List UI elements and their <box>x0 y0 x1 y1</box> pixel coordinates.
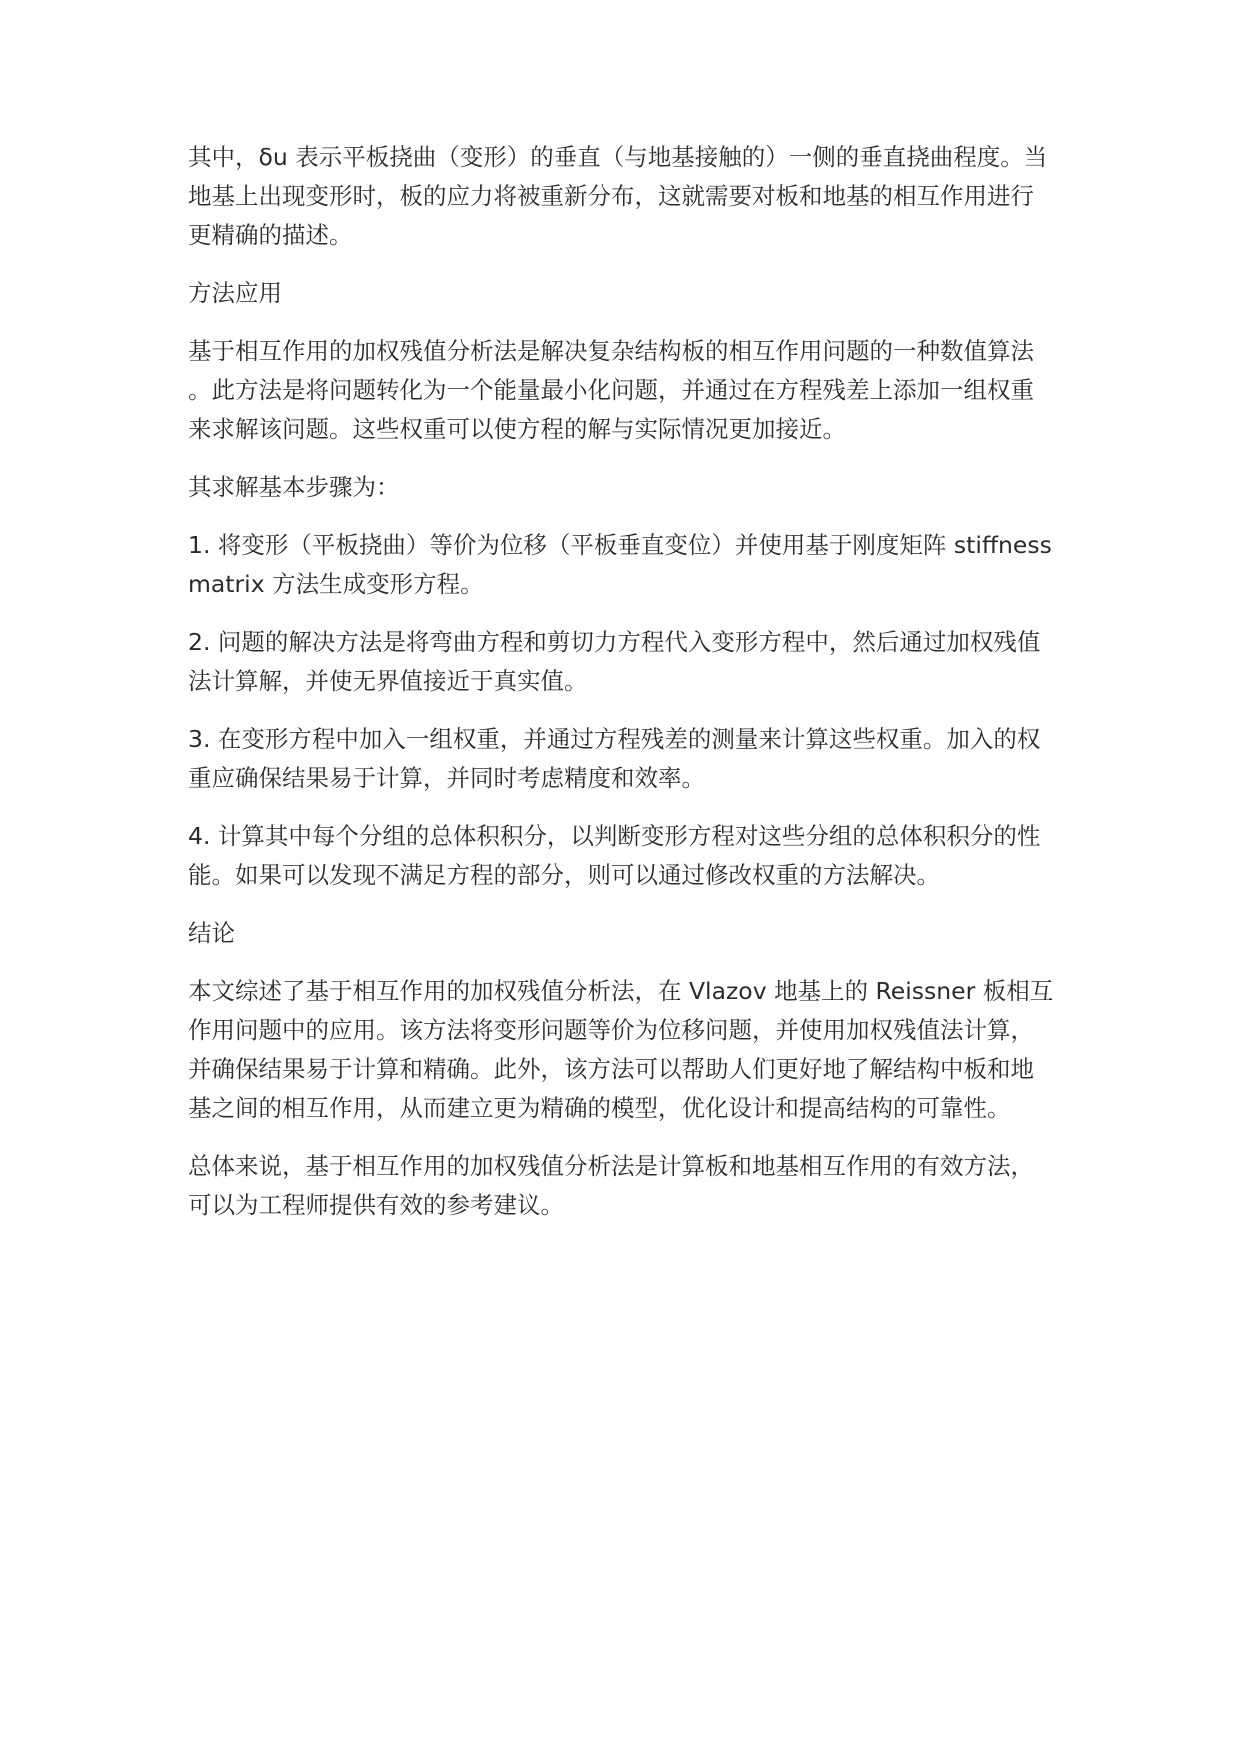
list-item: 3. 在变形方程中加入一组权重，并通过方程残差的测量来计算这些权重。加入的权重应确保结果易于计算，并同时考虑精度和效率。 <box>188 725 1041 792</box>
method-heading: 方法应用 <box>188 279 282 307</box>
list-item: 4. 计算其中每个分组的总体积积分，以判断变形方程对这些分组的总体积积分的性能。如果可以发现不满足方程的部分，则可以通过修改权重的方法解决。 <box>188 822 1041 889</box>
conclusion-paragraph: 本文综述了基于相互作用的加权残值分析法，在 Vlazov 地基上的 Reissner 板相互作用问题中的应用。该方法将变形问题等价为位移问题，并使用加权残值法计算，并确保结果易于计算和精确。此外，该方法可以帮助人们更好地了解结构中板和地基之间的相互作用，从而建立更为精确的模型，优化设计和提高结构的可靠性。 <box>188 977 1054 1122</box>
method-paragraph: 基于相互作用的加权残值分析法是解决复杂结构板的相互作用问题的一种数值算法。此方法是将问题转化为一个能量最小化问题，并通过在方程残差上添加一组权重来求解该问题。这些权重可以使方程的解与实际情况更加接近。 <box>188 337 1034 443</box>
steps-intro: 其求解基本步骤为： <box>188 473 400 501</box>
list-item: 2. 问题的解决方法是将弯曲方程和剪切力方程代入变形方程中，然后通过加权残值法计算解，并使无界值接近于真实值。 <box>188 628 1041 695</box>
summary-paragraph: 总体来说，基于相互作用的加权残值分析法是计算板和地基相互作用的有效方法，可以为工程师提供有效的参考建议。 <box>188 1152 1034 1219</box>
conclusion-heading: 结论 <box>188 919 235 947</box>
steps-list <box>188 526 1056 895</box>
document-body <box>188 138 1056 1244</box>
intro-paragraph: 其中，δu 表示平板挠曲（变形）的垂直（与地基接触的）一侧的垂直挠曲程度。当地基上出现变形时，板的应力将被重新分布，这就需要对板和地基的相互作用进行更精确的描述。 <box>188 143 1048 249</box>
list-item: 1. 将变形（平板挠曲）等价为位移（平板垂直变位）并使用基于刚度矩阵 stiffness matrix 方法生成变形方程。 <box>188 531 1052 598</box>
